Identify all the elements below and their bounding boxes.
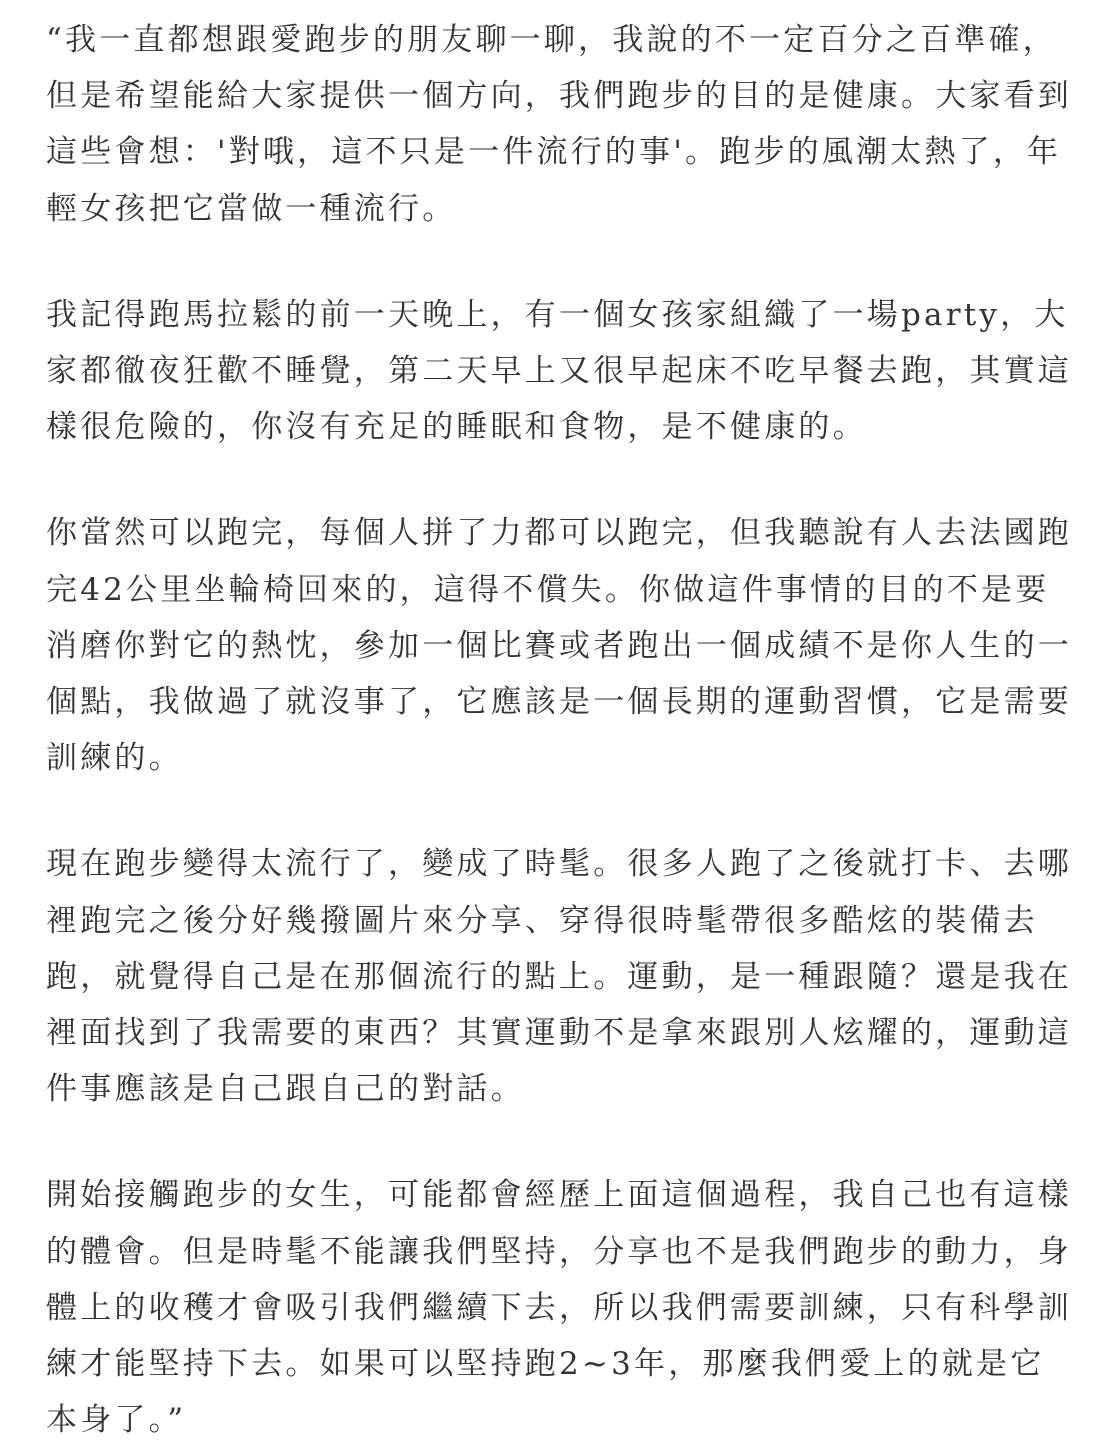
paragraph: “我一直都想跟愛跑步的朋友聊一聊，我說的不一定百分之百準確，但是希望能給大家提供一個方向，我們跑步的目的是健康。大家看到這些會想：'對哦，這不只是一件流行的事'。跑步的風潮太熱了，年輕女孩把它當做一種流行。 [46, 22, 1072, 227]
paragraph: 我記得跑馬拉鬆的前一天晚上，有一個女孩家組織了一場party，大家都徹夜狂歡不睡覺，第二天早上又很早起床不吃早餐去跑，其實這樣很危險的，你沒有充足的睡眠和食物，是不健康的。 [46, 296, 1072, 446]
paragraph: 你當然可以跑完，每個人拼了力都可以跑完，但我聽說有人去法國跑完42公里坐輪椅回來的，這得不償失。你做這件事情的目的不是要消磨你對它的熱忱，參加一個比賽或者跑出一個成績不是你人生的一個點，我做過了就沒事了，它應該是一個長期的運動習慣，它是需要訓練的。 [46, 515, 1072, 777]
paragraph: 現在跑步變得太流行了，變成了時髦。很多人跑了之後就打卡、去哪裡跑完之後分好幾撥圖片來分享、穿得很時髦帶很多酷炫的裝備去跑，就覺得自己是在那個流行的點上。運動，是一種跟隨？還是我在裡面找到了我需要的東西？其實運動不是拿來跟別人炫耀的，運動這件事應該是自己跟自己的對話。 [46, 846, 1072, 1108]
article-body [46, 12, 1076, 1448]
paragraph: 開始接觸跑步的女生，可能都會經歷上面這個過程，我自己也有這樣的體會。但是時髦不能讓我們堅持，分享也不是我們跑步的動力，身體上的收穫才會吸引我們繼續下去，所以我們需要訓練，只有科學訓練才能堅持下去。如果可以堅持跑2~3年，那麼我們愛上的就是它本身了。” [46, 1177, 1072, 1439]
